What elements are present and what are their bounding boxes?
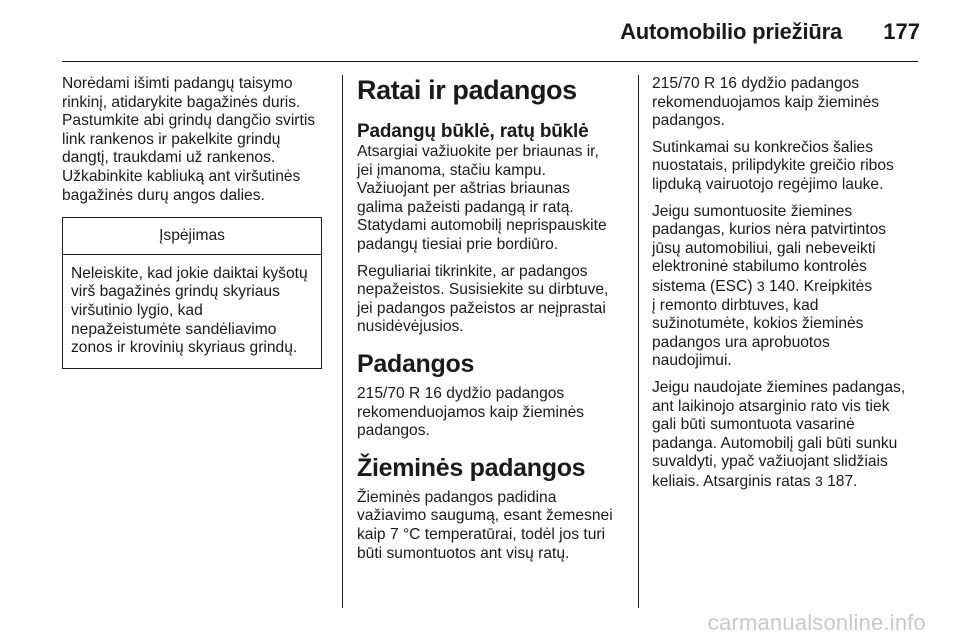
column-left: [62, 75, 334, 369]
text-line: jūsų automobiliui, gali nebeveikti: [652, 239, 876, 257]
text-line: jei įmanoma, stačiu kampu.: [357, 161, 546, 179]
text-line: Žieminės padangos padidina: [357, 488, 557, 506]
text-line: nusidėvėjusios.: [357, 318, 464, 336]
text-line: Jeigu naudojate žiemines padangas,: [652, 378, 906, 396]
tyres-paragraph: [357, 385, 623, 441]
esc-paragraph: [652, 203, 924, 371]
section-heading-wheels-tyres: Ratai ir padangos: [357, 75, 577, 105]
column-middle: [357, 75, 623, 571]
text-line: padangas, kurios nėra patvirtintos: [652, 221, 887, 239]
reference-text: sistema (ESC): [652, 277, 753, 295]
page-number: 177: [883, 19, 920, 44]
reference-page[interactable]: 140. Kreipkitės: [769, 277, 873, 295]
spare-wheel-paragraph: [652, 379, 924, 492]
text-line: 215/70 R 16 dydžio padangos: [652, 75, 860, 92]
text-line: padangų tiesiai prie bordiūro.: [357, 235, 559, 253]
text-line: Pastumkite abi grindų dangčio svirtis: [62, 112, 316, 130]
page-reference-icon: 3: [756, 277, 765, 294]
reference-page[interactable]: 187.: [827, 472, 858, 490]
text-line: Neleiskite, kad jokie daiktai kyšotų: [71, 264, 308, 282]
column-right: [652, 75, 924, 499]
text-line: link rankenos ir pakelkite grindų: [62, 130, 281, 148]
text-line: lipduką vairuotojo regėjimo lauke.: [652, 175, 884, 193]
text-line: suvaldyti, ypač važiuojant slidžiais: [652, 453, 888, 471]
subheading-winter-tyres: Žieminės padangos: [357, 453, 586, 482]
text-line: gali būti sumontuota vasarinė: [652, 416, 855, 434]
text-line: Jeigu sumontuosite žiemines: [652, 202, 853, 220]
reference-text: keliais. Atsarginis ratas: [652, 472, 811, 490]
page-title: Automobilio priežiūra: [620, 19, 842, 44]
winter-paragraph: [357, 489, 623, 563]
column-divider-2: [638, 75, 639, 608]
watermark: carmanualsonline.info: [707, 610, 926, 635]
sticker-paragraph: [652, 139, 924, 195]
text-line: važiavimo saugumą, esant žemesnei: [357, 507, 613, 525]
text-line: nepažeistos. Susisiekite su dirbtuve,: [357, 281, 609, 299]
text-line: naudojimui.: [652, 352, 732, 370]
column-divider-1: [342, 75, 343, 608]
text-line: padangos.: [357, 422, 430, 440]
text-line: 215/70 R 16 dydžio padangos: [357, 384, 565, 402]
text-line: Statydami automobilį neprispauskite: [357, 217, 607, 235]
text-line: bagažinės durų angos dalies.: [62, 186, 265, 204]
text-line: padangos.: [652, 112, 725, 130]
header-divider: [62, 61, 918, 62]
warning-body: [63, 255, 321, 368]
text-line: galima pažeisti padangą ir ratą.: [357, 198, 574, 216]
page-reference-icon: 3: [814, 472, 823, 489]
text-line: elektroninė stabilumo kontrolės: [652, 258, 867, 276]
text-line: rekomenduojamos kaip žieminės: [652, 93, 880, 111]
subheading-tyre-condition: Padangų būklė, ratų būklė: [357, 121, 589, 142]
text-line: zonos ir krovinių skyriaus grindų.: [71, 339, 298, 357]
text-line: kaip 7 °C temperatūrai, todėl jos turi: [357, 525, 606, 543]
text-line: Reguliariai tikrinkite, ar padangos: [357, 262, 588, 280]
text-line: dangtį, traukdami už rankenos.: [62, 149, 276, 167]
subheading-tyres: Padangos: [357, 349, 475, 378]
condition-paragraph-2: [357, 263, 623, 337]
text-line: Važiuojant per aštrias briaunas: [357, 180, 570, 198]
text-line-with-reference: [652, 472, 924, 492]
text-line: Užkabinkite kabliuką ant viršutinės: [62, 167, 301, 185]
text-line: sužinotumėte, kokios žieminės: [652, 315, 864, 333]
text-line: padangos ura aprobuotos: [652, 333, 830, 351]
text-line-with-reference: [652, 277, 924, 297]
size-paragraph: [652, 75, 924, 131]
text-line: viršutinio lygio, kad: [71, 301, 203, 319]
page-header: [0, 0, 960, 62]
text-line: padanga. Automobilį gali būti sunku: [652, 434, 898, 452]
text-line: nuostatais, prilipdykite greičio ribos: [652, 157, 894, 175]
text-line: ant laikinojo atsarginio rato vis tiek: [652, 397, 890, 415]
text-line: Atsargiai važiuokite per briaunas ir,: [357, 143, 599, 160]
text-line: rinkinį, atidarykite bagažinės duris.: [62, 93, 301, 111]
text-line: rekomenduojamos kaip žieminės: [357, 403, 585, 421]
warning-box: [62, 217, 322, 369]
text-line: Sutinkamai su konkrečios šalies: [652, 138, 874, 156]
condition-paragraph-1: [357, 143, 623, 255]
text-line: Norėdami išimti padangų taisymo: [62, 75, 293, 92]
text-line: į remonto dirbtuves, kad: [652, 296, 819, 314]
intro-paragraph: [62, 75, 334, 205]
text-line: jei padangos pažeistos ar neįprastai: [357, 299, 606, 317]
warning-title: Įspėjimas: [63, 218, 321, 255]
text-line: nepažeistumėte sandėliavimo: [71, 320, 277, 338]
text-line: būti sumontuotos ant visų ratų.: [357, 544, 570, 562]
text-line: virš bagažinės grindų skyriaus: [71, 283, 280, 301]
